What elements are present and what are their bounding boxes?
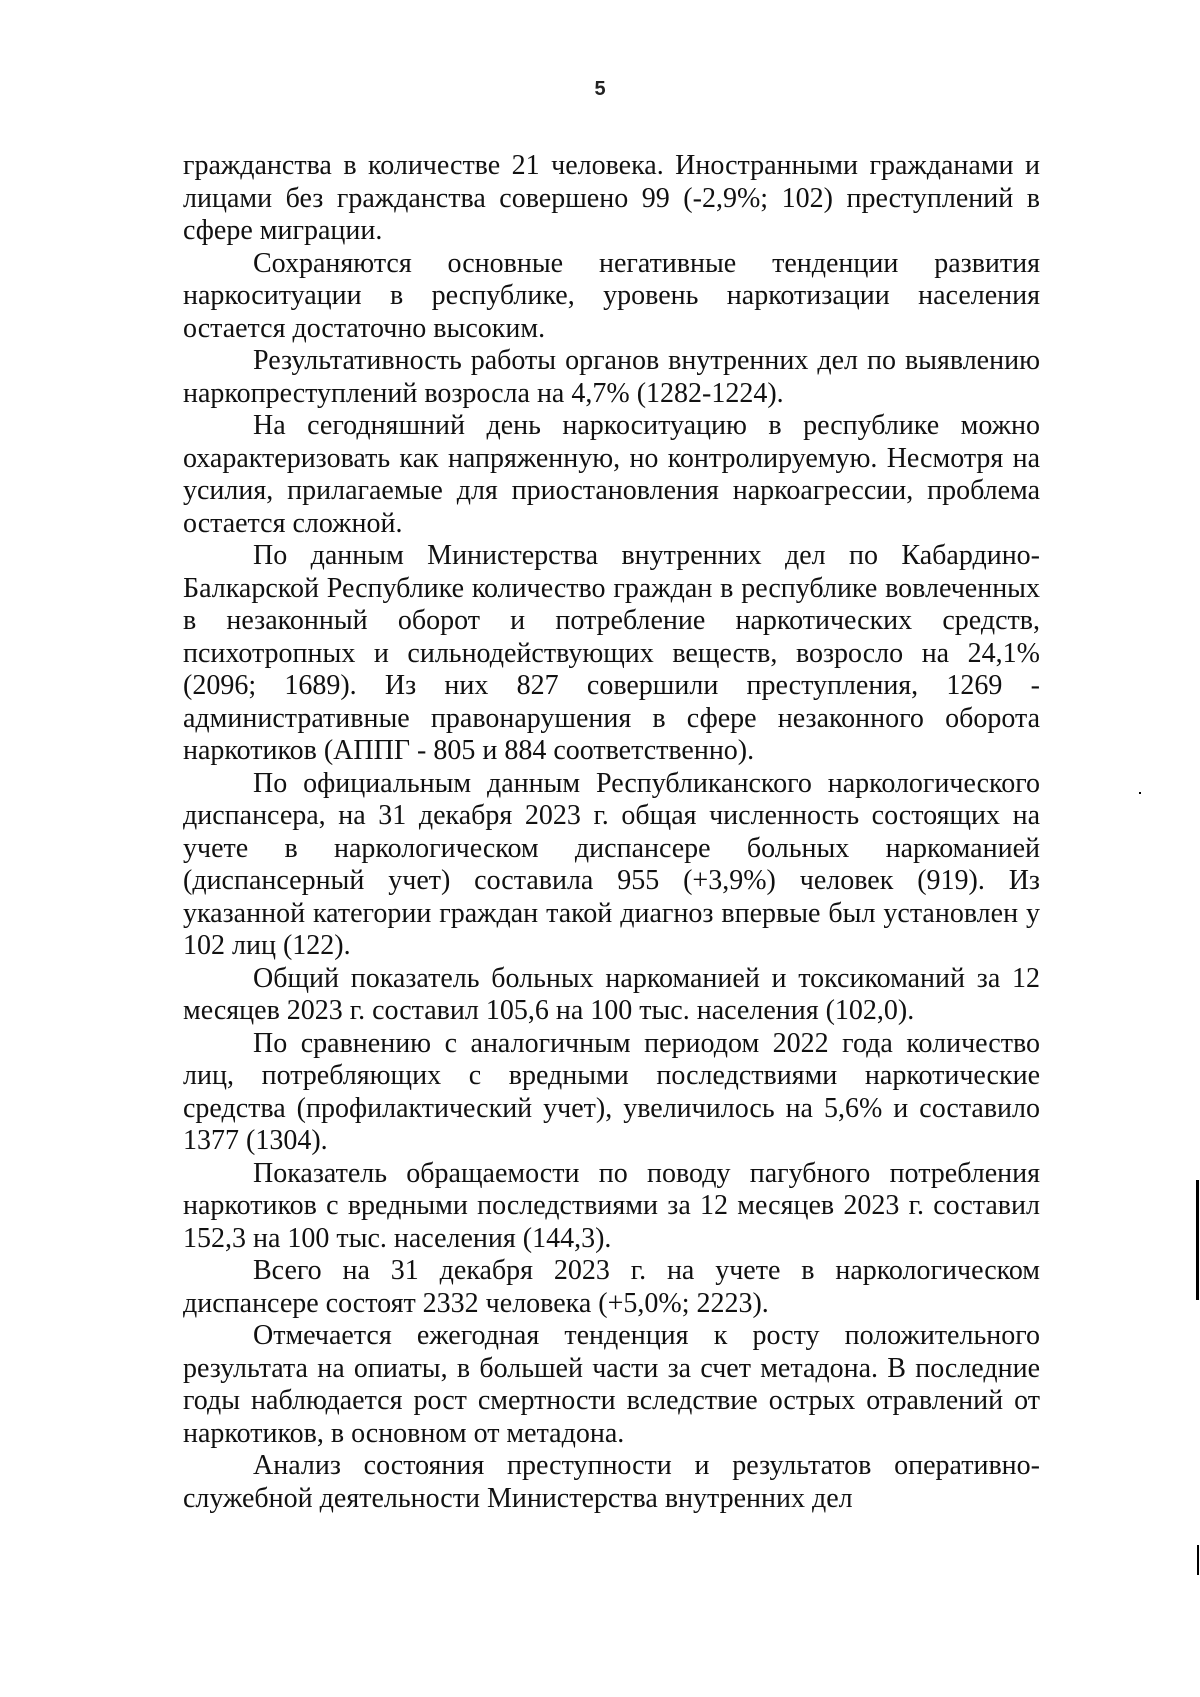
paragraph: Анализ состояния преступности и результатов оперативно-служебной деятельности Министерства внутренних дел — [183, 1450, 1040, 1514]
paragraph: Отмечается ежегодная тенденция к росту положительного результата на опиаты, в большей части за счет метадона. В последние годы наблюдается рост смертности вследствие острых отравлений от наркотиков, в основном от метадона. — [183, 1320, 1040, 1449]
scan-artifact — [1139, 792, 1141, 794]
paragraph: Сохраняются основные негативные тенденции развития наркоситуации в республике, уровень наркотизации населения остается достаточно высоким. — [183, 247, 1040, 344]
paragraph: По данным Министерства внутренних дел по Кабардино-Балкарской Республике количество граждан в республике вовлеченных в незаконный оборот и потребление наркотических средств, психотропных и сильнодействующих веществ, возросло на 24,1% (2096; 1689). Из них 827 совершили преступления, 1269 - административные правонарушения в сфере незаконного оборота наркотиков (АППГ - 805 и 884 соответственно). — [183, 540, 1040, 766]
document-body — [183, 150, 1040, 1515]
paragraph: По официальным данным Республиканского наркологического диспансера, на 31 декабря 2023 г. общая численность состоящих на учете в наркологическом диспансере больных наркоманией (диспансерный учет) составила 955 (+3,9%) человек (919). Из указанной категории граждан такой диагноз впервые был установлен у 102 лиц (122). — [183, 767, 1040, 961]
paragraph: Результативность работы органов внутренних дел по выявлению наркопреступлений возросла на 4,7% (1282-1224). — [183, 345, 1040, 409]
paragraph: Показатель обращаемости по поводу пагубного потребления наркотиков с вредными последствиями за 12 месяцев 2023 г. составил 152,3 на 100 тыс. населения (144,3). — [183, 1157, 1040, 1254]
paragraph: На сегодняшний день наркоситуацию в республике можно охарактеризовать как напряженную, но контролируемую. Несмотря на усилия, прилагаемые для приостановления наркоагрессии, проблема остается сложной. — [183, 410, 1040, 539]
paragraph: Всего на 31 декабря 2023 г. на учете в наркологическом диспансере состоят 2332 человека (+5,0%; 2223). — [183, 1255, 1040, 1319]
paragraph: По сравнению с аналогичным периодом 2022 года количество лиц, потребляющих с вредными последствиями наркотические средства (профилактический учет), увеличилось на 5,6% и составило 1377 (1304). — [183, 1027, 1040, 1156]
scan-artifact — [1196, 1180, 1199, 1300]
paragraph: Общий показатель больных наркоманией и токсикоманий за 12 месяцев 2023 г. составил 105,6 на 100 тыс. населения (102,0). — [183, 962, 1040, 1026]
page-number: 5 — [594, 78, 606, 100]
paragraph: гражданства в количестве 21 человека. Иностранными гражданами и лицами без гражданства совершено 99 (-2,9%; 102) преступлений в сфере миграции. — [183, 150, 1040, 246]
scan-artifact — [1197, 1545, 1199, 1575]
